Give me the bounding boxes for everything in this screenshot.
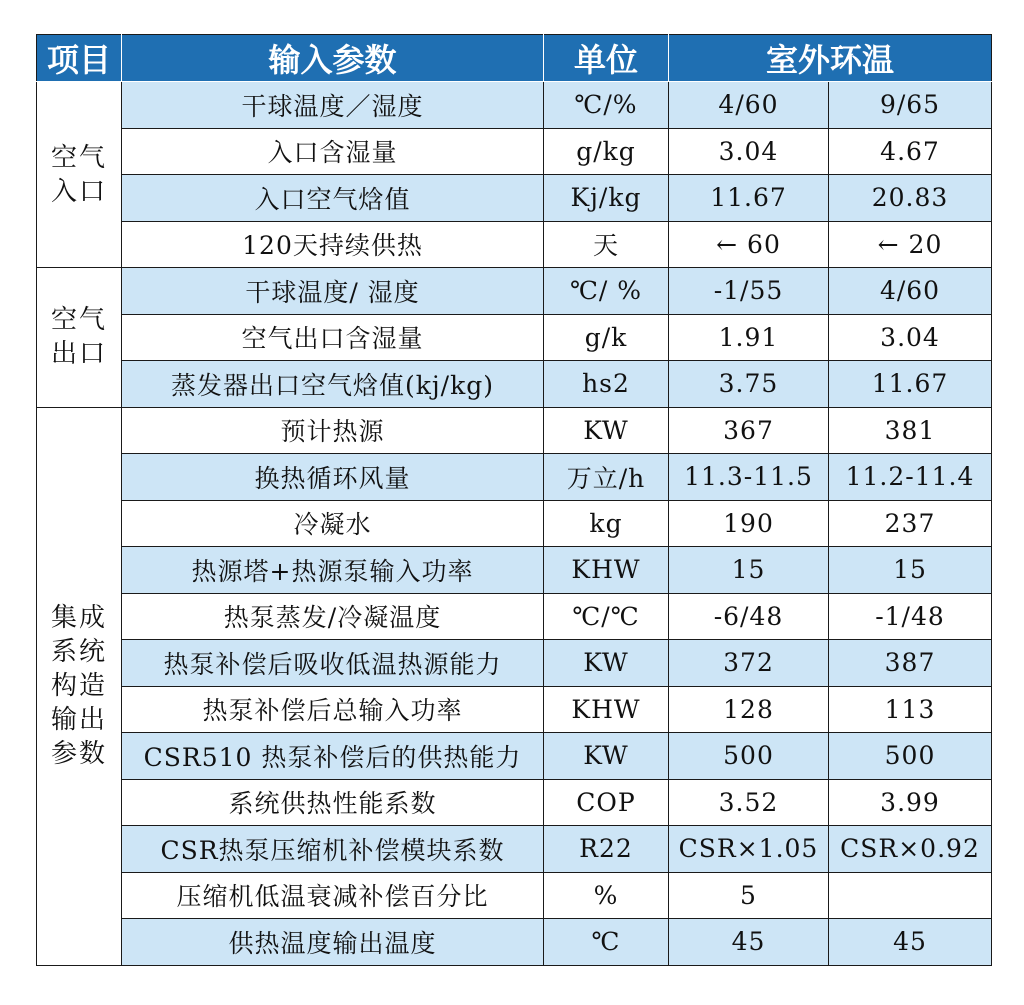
unit-cell: hs2 (544, 361, 669, 408)
value-cell-2: 4.67 (829, 128, 992, 175)
value-cell-2: 11.67 (829, 361, 992, 408)
value-cell-2 (829, 872, 992, 919)
value-cell-2: 4/60 (829, 268, 992, 315)
group-label-air-outlet (37, 268, 122, 408)
value-cell-1: 3.04 (669, 128, 829, 175)
value-cell-2: 500 (829, 733, 992, 780)
value-cell-1: 11.67 (669, 175, 829, 222)
unit-cell: ℃ (544, 919, 669, 966)
value-cell-1: 4/60 (669, 82, 829, 129)
param-cell: 系统供热性能系数 (122, 779, 544, 826)
table-row (37, 826, 992, 873)
value-cell-1: 45 (669, 919, 829, 966)
unit-cell: ℃/℃ (544, 593, 669, 640)
value-cell-1: CSR×1.05 (669, 826, 829, 873)
param-cell: 冷凝水 (122, 500, 544, 547)
param-cell: 预计热源 (122, 407, 544, 454)
header-row (37, 35, 992, 82)
value-cell-2: 3.99 (829, 779, 992, 826)
unit-cell: g/kg (544, 128, 669, 175)
group-text: 空气 入口 (50, 142, 107, 207)
value-cell-2: 113 (829, 686, 992, 733)
value-cell-2: -1/48 (829, 593, 992, 640)
param-cell: 供热温度输出温度 (122, 919, 544, 966)
table-row (37, 454, 992, 501)
param-cell: 空气出口含湿量 (122, 314, 544, 361)
table-row (37, 733, 992, 780)
table-row (37, 221, 992, 268)
header-outdoor-temp: 室外环温 (669, 35, 992, 82)
group-text: 空气 出口 (50, 305, 107, 370)
unit-cell: COP (544, 779, 669, 826)
value-cell-2: 20.83 (829, 175, 992, 222)
value-cell-1: 3.75 (669, 361, 829, 408)
unit-cell: KW (544, 407, 669, 454)
table-row (37, 500, 992, 547)
value-cell-2: 9/65 (829, 82, 992, 129)
param-cell: CSR热泵压缩机补偿模块系数 (122, 826, 544, 873)
value-cell-1: -1/55 (669, 268, 829, 315)
unit-cell: KHW (544, 547, 669, 594)
table-row (37, 268, 992, 315)
unit-cell: 天 (544, 221, 669, 268)
value-cell-1: 3.52 (669, 779, 829, 826)
value-cell-1: 367 (669, 407, 829, 454)
param-cell: 120天持续供热 (122, 221, 544, 268)
table-row (37, 128, 992, 175)
unit-cell: ℃/% (544, 82, 669, 129)
param-cell: 热泵补偿后吸收低温热源能力 (122, 640, 544, 687)
spec-table (36, 34, 992, 966)
value-cell-1: 11.3-11.5 (669, 454, 829, 501)
group-label-air-inlet (37, 82, 122, 268)
table-row (37, 175, 992, 222)
unit-cell: ℃/ % (544, 268, 669, 315)
param-cell: 干球温度／湿度 (122, 82, 544, 129)
unit-cell: 万立/h (544, 454, 669, 501)
param-cell: 干球温度/ 湿度 (122, 268, 544, 315)
param-cell: 热泵蒸发/冷凝温度 (122, 593, 544, 640)
value-cell-2: 11.2-11.4 (829, 454, 992, 501)
value-cell-1: 1.91 (669, 314, 829, 361)
value-cell-2: 15 (829, 547, 992, 594)
unit-cell: % (544, 872, 669, 919)
value-cell-1: 15 (669, 547, 829, 594)
header-item: 项目 (37, 35, 122, 82)
table-row (37, 407, 992, 454)
table-row (37, 314, 992, 361)
unit-cell: KHW (544, 686, 669, 733)
header-param: 输入参数 (122, 35, 544, 82)
unit-cell: g/k (544, 314, 669, 361)
table-row (37, 593, 992, 640)
value-cell-2: 381 (829, 407, 992, 454)
table-row (37, 361, 992, 408)
param-cell: CSR510 热泵补偿后的供热能力 (122, 733, 544, 780)
value-cell-1: 372 (669, 640, 829, 687)
value-cell-1: ← 60 (669, 221, 829, 268)
unit-cell: kg (544, 500, 669, 547)
value-cell-1: 5 (669, 872, 829, 919)
value-cell-1: 190 (669, 500, 829, 547)
header-unit: 单位 (544, 35, 669, 82)
group-text: 集成 系统 构造 输出 参数 (50, 603, 107, 769)
param-cell: 压缩机低温衰减补偿百分比 (122, 872, 544, 919)
table-row (37, 640, 992, 687)
value-cell-1: 128 (669, 686, 829, 733)
value-cell-2: 3.04 (829, 314, 992, 361)
param-cell: 热泵补偿后总输入功率 (122, 686, 544, 733)
value-cell-2: 45 (829, 919, 992, 966)
value-cell-1: 500 (669, 733, 829, 780)
table-row (37, 919, 992, 966)
table-row (37, 779, 992, 826)
table-row (37, 872, 992, 919)
unit-cell: KW (544, 640, 669, 687)
unit-cell: Kj/kg (544, 175, 669, 222)
param-cell: 蒸发器出口空气焓值(kj/kg) (122, 361, 544, 408)
value-cell-2: CSR×0.92 (829, 826, 992, 873)
table-row (37, 547, 992, 594)
param-cell: 入口空气焓值 (122, 175, 544, 222)
value-cell-2: ← 20 (829, 221, 992, 268)
value-cell-1: -6/48 (669, 593, 829, 640)
table-row (37, 82, 992, 129)
param-cell: 入口含湿量 (122, 128, 544, 175)
param-cell: 热源塔+热源泵输入功率 (122, 547, 544, 594)
table-row (37, 686, 992, 733)
value-cell-2: 387 (829, 640, 992, 687)
value-cell-2: 237 (829, 500, 992, 547)
group-label-system-output (37, 407, 122, 965)
param-cell: 换热循环风量 (122, 454, 544, 501)
unit-cell: KW (544, 733, 669, 780)
unit-cell: R22 (544, 826, 669, 873)
